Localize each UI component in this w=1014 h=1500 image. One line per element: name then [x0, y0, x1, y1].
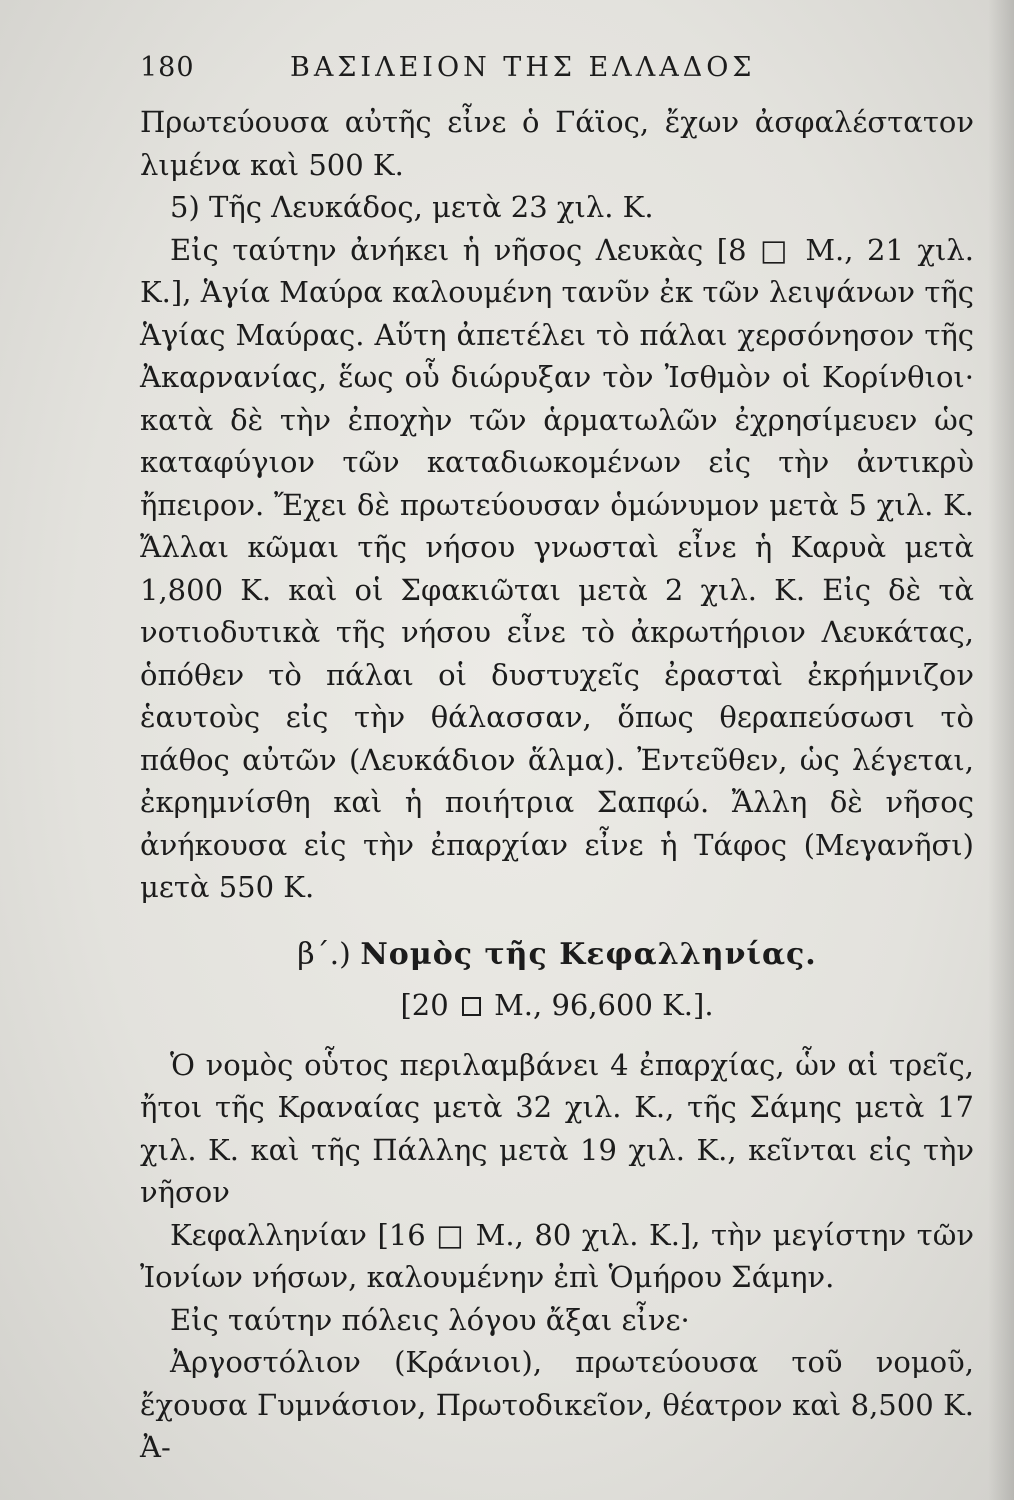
paragraph-capital-gaios: Πρωτεύουσα αὐτῆς εἶνε ὁ Γάϊος, ἔχων ἀσφαλέστατον λιμένα καὶ 500 Κ.	[140, 105, 974, 182]
paragraph-kefalonia-island: Κεφαλληνίαν [16 □ Μ., 80 χιλ. Κ.], τὴν μεγίστην τῶν Ἰονίων νήσων, καλουμένην ἐπὶ Ὁμήρου Σάμην.	[140, 1217, 974, 1294]
paragraph-kefalonia-provinces: Ὁ νομὸς οὗτος περιλαμβάνει 4 ἐπαρχίας, ὧν αἱ τρεῖς, ἤτοι τῆς Κραναίας μετὰ 32 χιλ. Κ., τῆς Σάμης μετὰ 17 χιλ. Κ. καὶ τῆς Πάλλης μετὰ 19 χιλ. Κ., κεῖνται εἰς τὴν νῆσον	[140, 1047, 974, 1209]
paragraph-lefkada-heading: 5) Τῆς Λευκάδος, μετὰ 23 χιλ. Κ.	[170, 190, 654, 224]
section-title: Νομὸς τῆς Κεφαλληνίας.	[360, 936, 817, 972]
section-number: β΄.)	[297, 936, 351, 972]
paragraph-towns-intro: Εἰς ταύτην πόλεις λόγου ἄξαι εἶνε·	[170, 1302, 690, 1337]
running-title: ΒΑΣΙΛΕΙΟΝ ΤΗΣ ΕΛΛΑΔΟΣ	[290, 52, 756, 83]
page-edge-shadow	[988, 0, 1014, 1500]
area-suffix: Μ., 96,600 Κ.].	[494, 987, 714, 1022]
area-prefix: [20	[400, 987, 449, 1022]
section-area	[140, 988, 974, 1022]
paragraph-lefkada-description: Εἰς ταύτην ἀνήκει ἡ νῆσος Λευκὰς [8 □ Μ., 21 χιλ. Κ.], Ἁγία Μαύρα καλουμένη τανῦν ἐκ τῶν λειψάνων τῆς Ἁγίας Μαύρας. Αὕτη ἀπετέλει τὸ πάλαι χερσόνησον τῆς Ἀκαρνανίας, ἕως οὗ διώρυξαν τὸν Ἰσθμὸν οἱ Κορίνθιοι· κατὰ δὲ τὴν ἐποχὴν τῶν ἁρματωλῶν ἐχρησίμευεν ὡς καταφύγιον τῶν καταδιωκομένων εἰς τὴν ἀντικρὺ ἤπειρον. Ἔχει δὲ πρωτεύουσαν ὁμώνυμον μετὰ 5 χιλ. Κ. Ἄλλαι κῶμαι τῆς νήσου γνωσταὶ εἶνε ἡ Καρυὰ μετὰ 1,800 Κ. καὶ οἱ Σφακιῶται μετὰ 2 χιλ. Κ. Εἰς δὲ τὰ νοτιοδυτικὰ τῆς νήσου εἶνε τὸ ἀκρωτήριον Λευκάτας, ὁπόθεν τὸ πάλαι οἱ δυστυχεῖς ἐρασταὶ ἐκρήμνιζον ἑαυτοὺς εἰς τὴν θάλασσαν, ὅπως θεραπεύσωσι τὸ πάθος αὐτῶν (Λευκάδιον ἅλμα). Ἐντεῦθεν, ὡς λέγεται, ἐκρημνίσθη καὶ ἡ ποιήτρια Σαπφώ. Ἄλλη δὲ νῆσος ἀνήκουσα εἰς τὴν ἐπαρχίαν εἶνε ἡ Τάφος (Μεγανῆσι) μετὰ 550 Κ.	[140, 232, 974, 904]
section-heading	[140, 937, 974, 972]
page-header	[140, 52, 974, 83]
square-mile-icon	[462, 997, 481, 1016]
paragraph-argostoli: Ἀργοστόλιον (Κράνιοι), πρωτεύουσα τοῦ νομοῦ, ἔχουσα Γυμνάσιον, Πρωτοδικεῖον, θέατρον καὶ 8,500 Κ. Ἀ-	[140, 1345, 974, 1464]
page-number: 180	[140, 52, 195, 83]
